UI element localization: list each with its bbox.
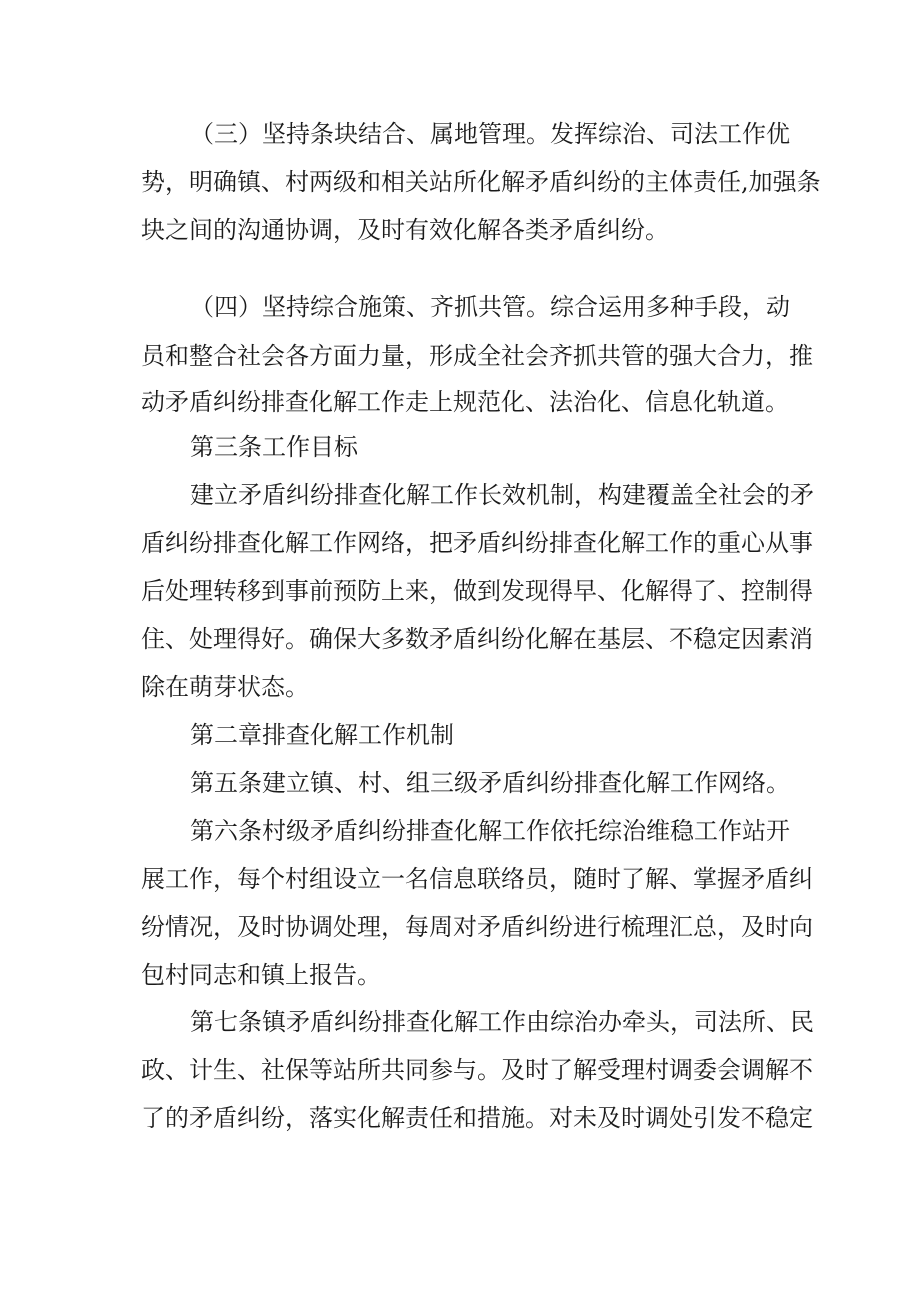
- chapter-2-heading: 第二章排查化解工作机制: [190, 721, 454, 749]
- paragraph-7-line-2: 展工作，每个村组设立一名信息联络员，随时了解、掌握矛盾纠: [141, 865, 813, 893]
- article-5-text: 第五条建立镇、村、组三级矛盾纠纷排查化解工作网络。: [190, 769, 790, 797]
- paragraph-4-line-1: 建立矛盾纠纷排查化解工作长效机制，构建覆盖全社会的矛: [190, 481, 814, 509]
- paragraph-4-line-3: 后处理转移到事前预防上来，做到发现得早、化解得了、控制得: [141, 577, 813, 605]
- paragraph-2-line-1: （四）坚持综合施策、齐抓共管。综合运用多种手段，动: [190, 293, 790, 321]
- paragraph-7-line-3: 纷情况，及时协调处理，每周对矛盾纠纷进行梳理汇总，及时向: [141, 913, 813, 941]
- paragraph-2-line-3: 动矛盾纠纷排查化解工作走上规范化、法治化、信息化轨道。: [141, 388, 789, 416]
- paragraph-1-line-3: 块之间的沟通协调，及时有效化解各类矛盾纠纷。: [141, 216, 669, 244]
- paragraph-8-line-2: 政、计生、社保等站所共同参与。及时了解受理村调委会调解不: [141, 1056, 813, 1084]
- paragraph-2-line-2: 员和整合社会各方面力量，形成全社会齐抓共管的强大合力，推: [141, 342, 813, 370]
- paragraph-1-line-1: （三）坚持条块结合、属地管理。发挥综治、司法工作优: [190, 120, 790, 148]
- paragraph-4-line-2: 盾纠纷排查化解工作网络，把矛盾纠纷排查化解工作的重心从事: [141, 529, 813, 557]
- paragraph-8-line-1: 第七条镇矛盾纠纷排查化解工作由综治办牵头，司法所、民: [190, 1008, 814, 1036]
- paragraph-4-line-4: 住、处理得好。确保大多数矛盾纠纷化解在基层、不稳定因素消: [141, 625, 813, 653]
- paragraph-1-line-2: 势，明确镇、村两级和相关站所化解矛盾纠纷的主体责任,加强条: [141, 168, 821, 196]
- paragraph-4-line-5: 除在萌芽状态。: [141, 673, 309, 701]
- paragraph-8-line-3: 了的矛盾纠纷，落实化解责任和措施。对未及时调处引发不稳定: [141, 1104, 813, 1132]
- paragraph-7-line-1: 第六条村级矛盾纠纷排查化解工作依托综治维稳工作站开: [190, 817, 790, 845]
- article-3-heading: 第三条工作目标: [190, 433, 358, 461]
- paragraph-7-line-4: 包村同志和镇上报告。: [141, 961, 381, 989]
